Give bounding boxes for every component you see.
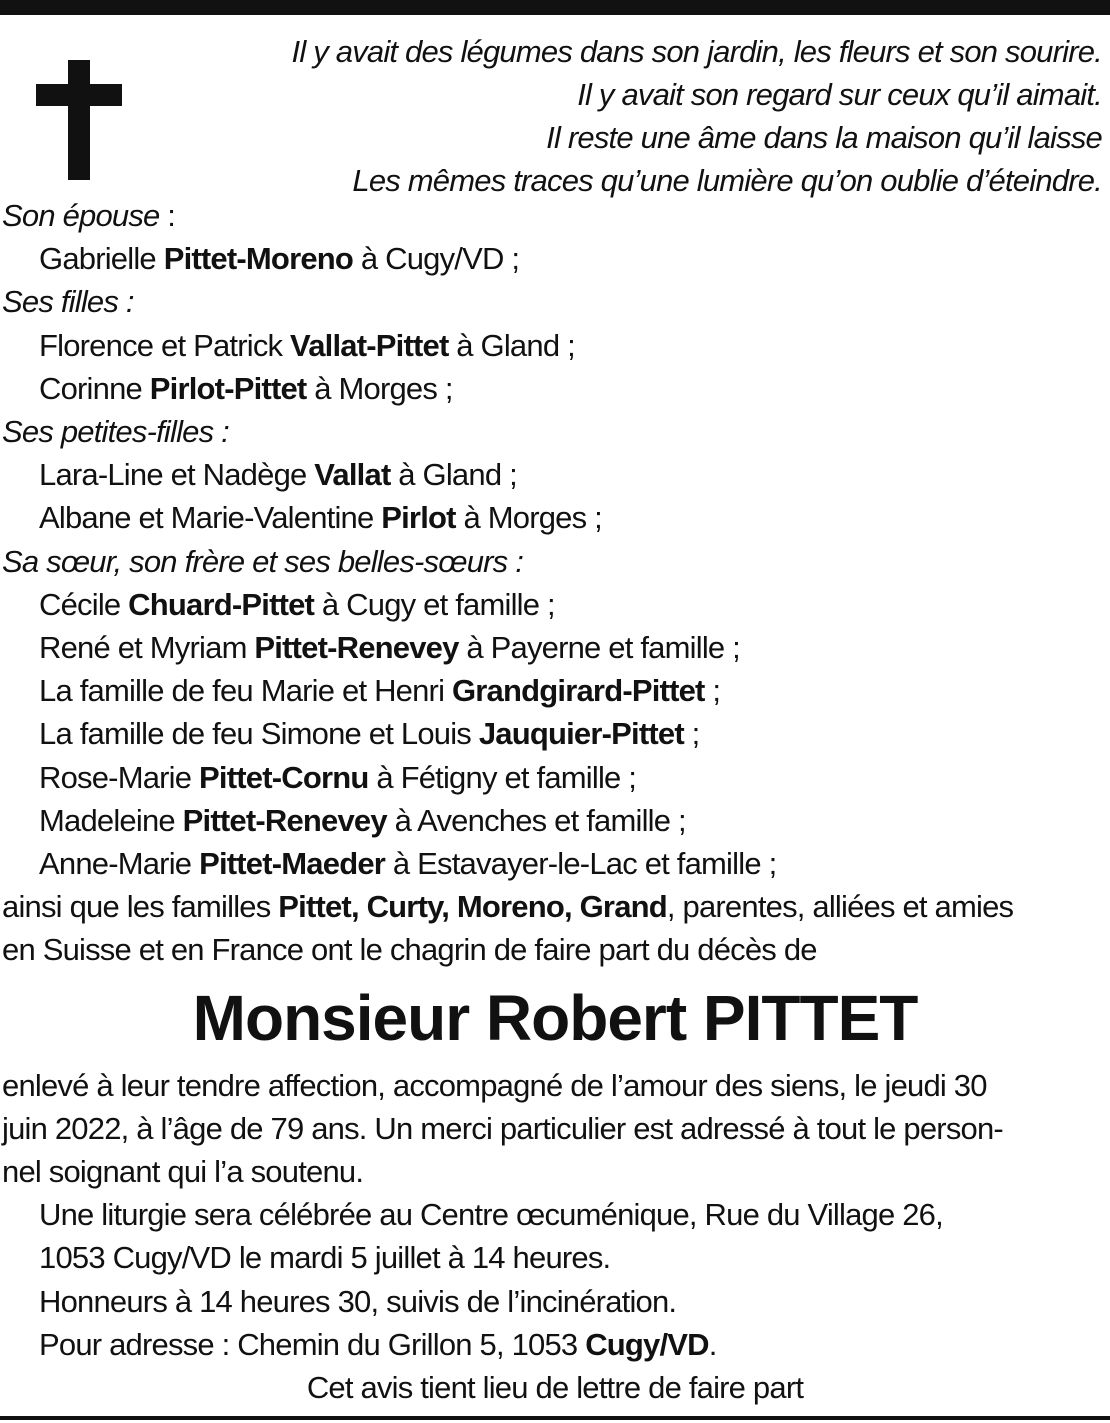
spouse-entry: Gabrielle Pittet-Moreno à Cugy/VD ; bbox=[39, 241, 520, 277]
top-rule bbox=[0, 0, 1110, 15]
daughter-entry: Corinne Pirlot-Pittet à Morges ; bbox=[39, 370, 453, 406]
poem-line: Il reste une âme dans la maison qu’il laisse bbox=[546, 120, 1102, 155]
sibling-entry: La famille de feu Marie et Henri Grandgirard-Pittet ; bbox=[39, 673, 721, 709]
sibling-entry: Rose-Marie Pittet-Cornu à Fétigny et famille ; bbox=[39, 759, 637, 795]
siblings-heading: Sa sœur, son frère et ses belles-sœurs : bbox=[2, 543, 524, 579]
bottom-rule bbox=[0, 1416, 1110, 1420]
sibling-entry: Cécile Chuard-Pittet à Cugy et famille ; bbox=[39, 586, 555, 622]
announcement-line: enlevé à leur tendre affection, accompagné de l’amour des siens, le jeudi 30 bbox=[2, 1067, 987, 1103]
ceremony-line: Honneurs à 14 heures 30, suivis de l’incinération. bbox=[39, 1283, 677, 1319]
notice-body bbox=[2, 194, 1108, 1409]
address-line: Pour adresse : Chemin du Grillon 5, 1053 Cugy/VD. bbox=[39, 1326, 717, 1362]
daughters-heading: Ses filles : bbox=[2, 284, 134, 320]
footer-note: Cet avis tient lieu de lettre de faire part bbox=[306, 1370, 804, 1406]
daughter-entry: Florence et Patrick Vallat-Pittet à Gland ; bbox=[39, 327, 575, 363]
granddaughters-heading: Ses petites-filles : bbox=[2, 414, 229, 450]
ceremony-line: 1053 Cugy/VD le mardi 5 juillet à 14 heures. bbox=[39, 1240, 611, 1276]
sibling-entry: Madeleine Pittet-Renevey à Avenches et famille ; bbox=[39, 802, 686, 838]
cross-icon bbox=[36, 60, 122, 180]
sibling-entry: La famille de feu Simone et Louis Jauquier-Pittet ; bbox=[39, 716, 700, 752]
sibling-entry: Anne-Marie Pittet-Maeder à Estavayer-le-Lac et famille ; bbox=[39, 846, 777, 882]
poem bbox=[202, 30, 1102, 202]
ceremony-line: Une liturgie sera célébrée au Centre œcuménique, Rue du Village 26, bbox=[39, 1197, 943, 1233]
granddaughter-entry: Albane et Marie-Valentine Pirlot à Morges ; bbox=[39, 500, 602, 536]
announcement-line: juin 2022, à l’âge de 79 ans. Un merci particulier est adressé à tout le person- bbox=[2, 1110, 1003, 1146]
spouse-heading: Son épouse : bbox=[2, 198, 176, 233]
announcement-line: nel soignant qui l’a soutenu. bbox=[2, 1154, 364, 1190]
families-line: ainsi que les familles Pittet, Curty, Moreno, Grand, parentes, alliées et amies bbox=[2, 889, 1014, 925]
poem-line: Il y avait des légumes dans son jardin, les fleurs et son sourire. bbox=[291, 34, 1102, 69]
families-line-2: en Suisse et en France ont le chagrin de faire part du décès de bbox=[2, 932, 817, 968]
deceased-name: Monsieur Robert PITTET bbox=[192, 981, 918, 1054]
granddaughter-entry: Lara-Line et Nadège Vallat à Gland ; bbox=[39, 457, 517, 493]
poem-line: Les mêmes traces qu’une lumière qu’on oublie d’éteindre. bbox=[352, 163, 1102, 198]
poem-line: Il y avait son regard sur ceux qu’il aimait. bbox=[577, 77, 1102, 112]
sibling-entry: René et Myriam Pittet-Renevey à Payerne et famille ; bbox=[39, 630, 740, 666]
